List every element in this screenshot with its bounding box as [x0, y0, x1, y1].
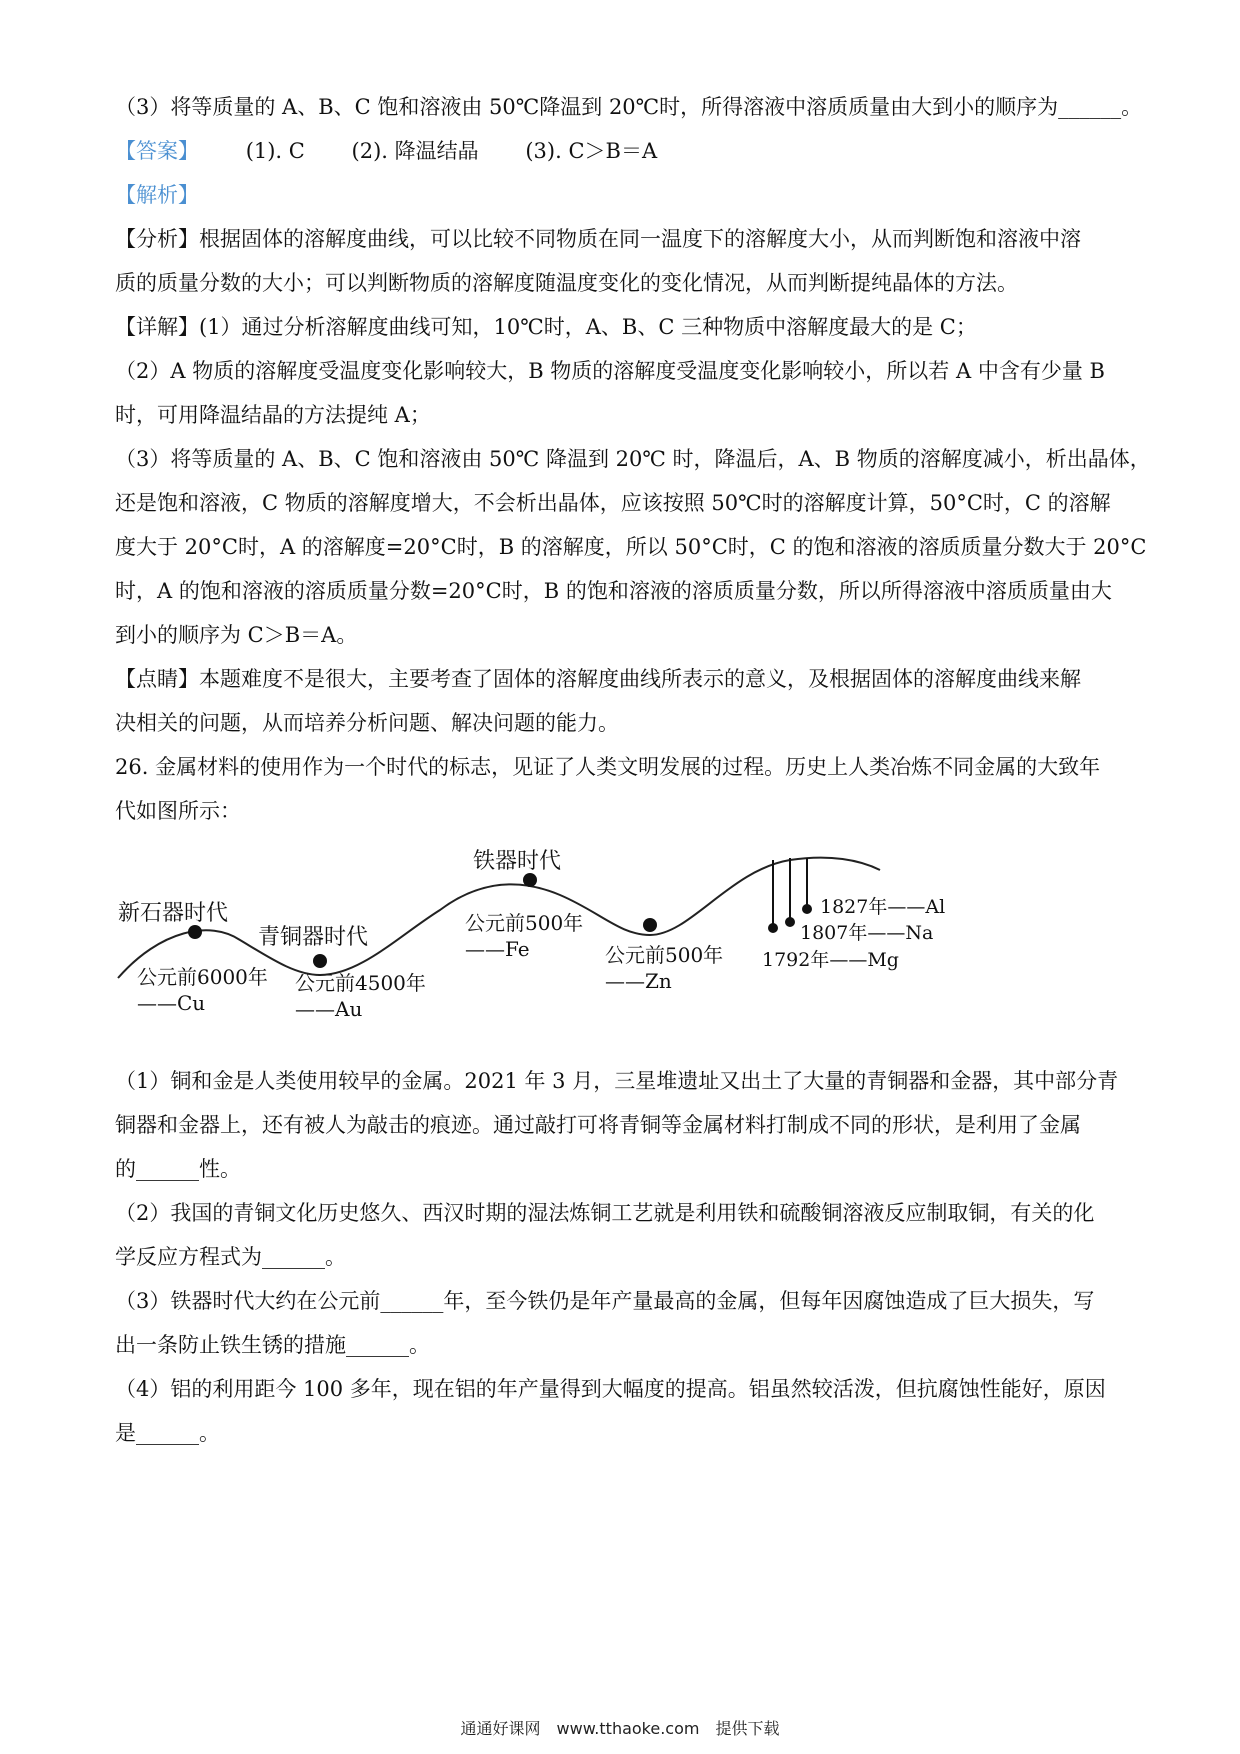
q26-p1-line-2: 铜器和金器上，还有被人为敲击的痕迹。通过敲打可将青铜等金属材料打制成不同的形状，是利用了金属 [115, 1113, 1081, 1137]
fe-label-2: ——Fe [465, 937, 530, 961]
au-label-1: 公元前4500年 [295, 971, 426, 995]
era-bronze-label: 青铜器时代 [258, 925, 369, 950]
cu-label-1: 公元前6000年 [137, 965, 268, 989]
xiangjie-line-1: 【详解】(1）通过分析溶解度曲线可知，10℃时，A、B、C 三种物质中溶解度最大的是 C； [115, 315, 977, 339]
al-label: 1827年——Al [820, 896, 946, 918]
answer-3: (3). C＞B＝A [525, 139, 658, 163]
metal-timeline-figure [0, 840, 1240, 1040]
zn-label-1: 公元前500年 [605, 943, 724, 967]
xiangjie-line-5: 还是饱和溶液，C 物质的溶解度增大，不会析出晶体，应该按照 50℃时的溶解度计算，50°C时，C 的溶解 [115, 491, 1111, 515]
page-footer: 通通好课网 www.tthaoke.com 提供下载 [460, 1719, 780, 1738]
xiangjie-line-6: 度大于 20°C时，A 的溶解度=20°C时，B 的溶解度，所以 50°C时，C 的饱和溶液的溶质质量分数大于 20°C [115, 535, 1147, 559]
q26-p4-line-2: 是______。 [115, 1421, 220, 1445]
q26-p3-line-2: 出一条防止铁生锈的措施______。 [115, 1333, 430, 1357]
prev-q3: （3）将等质量的 A、B、C 饱和溶液由 50℃降温到 20℃时，所得溶液中溶质质量由大到小的顺序为______。 [115, 95, 1143, 119]
answer-2: (2). 降温结晶 [351, 139, 479, 163]
analysis-tag: 【解析】 [115, 183, 199, 207]
fenxi-line-2: 质的质量分数的大小；可以判断物质的溶解度随温度变化的变化情况，从而判断提纯晶体的方法。 [115, 271, 1018, 295]
xiangjie-line-4: （3）将等质量的 A、B、C 饱和溶液由 50℃ 降温到 20℃ 时，降温后，A、B 物质的溶解度减小，析出晶体， [115, 447, 1151, 471]
answer-1: (1). C [245, 139, 305, 163]
au-label-2: ——Au [295, 997, 363, 1021]
q26-p3-line-1: （3）铁器时代大约在公元前______年，至今铁仍是年产量最高的金属，但每年因腐蚀造成了巨大损失，写 [115, 1289, 1095, 1313]
cu-label-2: ——Cu [137, 991, 206, 1015]
al-dot [802, 904, 812, 914]
era-stone-label: 新石器时代 [118, 901, 229, 926]
fe-label-1: 公元前500年 [465, 911, 584, 935]
zn-label-2: ——Zn [605, 969, 672, 993]
q26-stem-2: 代如图所示： [115, 799, 241, 823]
q26-p2-line-2: 学反应方程式为______。 [115, 1245, 346, 1269]
xiangjie-line-3: 时，可用降温结晶的方法提纯 A； [115, 403, 431, 427]
na-label: 1807年——Na [800, 922, 934, 944]
xiangjie-line-8: 到小的顺序为 C＞B＝A。 [115, 623, 358, 647]
dianjing-line-1: 【点睛】本题难度不是很大，主要考查了固体的溶解度曲线所表示的意义，及根据固体的溶解度曲线来解 [115, 667, 1081, 691]
dianjing-line-2: 决相关的问题，从而培养分析问题、解决问题的能力。 [115, 711, 619, 735]
answer-line [115, 136, 657, 166]
mg-dot [768, 923, 778, 933]
q26-p2-line-1: （2）我国的青铜文化历史悠久、西汉时期的湿法炼铜工艺就是利用铁和硫酸铜溶液反应制取铜，有关的化 [115, 1201, 1095, 1225]
xiangjie-line-2: （2）A 物质的溶解度受温度变化影响较大，B 物质的溶解度受温度变化影响较小，所以若 A 中含有少量 B [115, 359, 1105, 383]
bronze-age-dot [313, 954, 327, 968]
fenxi-line-1: 【分析】根据固体的溶解度曲线，可以比较不同物质在同一温度下的溶解度大小，从而判断饱和溶液中溶 [115, 227, 1081, 251]
stone-age-dot [188, 925, 202, 939]
q26-stem-1: 26. 金属材料的使用作为一个时代的标志，见证了人类文明发展的过程。历史上人类冶炼不同金属的大致年 [115, 755, 1101, 779]
q26-p1-line-3: 的______性。 [115, 1157, 241, 1181]
iron-age-dot [523, 873, 537, 887]
q26-p1-line-1: （1）铜和金是人类使用较早的金属。2021 年 3 月，三星堆遗址又出土了大量的青铜器和金器，其中部分青 [115, 1069, 1119, 1093]
xiangjie-line-7: 时，A 的饱和溶液的溶质质量分数=20°C时，B 的饱和溶液的溶质质量分数，所以所得溶液中溶质质量由大 [115, 579, 1112, 603]
q26-p4-line-1: （4）铝的利用距今 100 多年，现在铝的年产量得到大幅度的提高。铝虽然较活泼，但抗腐蚀性能好，原因 [115, 1377, 1106, 1401]
zn-dot [643, 918, 657, 932]
mg-label: 1792年——Mg [762, 949, 899, 971]
era-iron-label: 铁器时代 [473, 849, 562, 874]
answer-tag: 【答案】 [115, 139, 199, 163]
na-dot [785, 917, 795, 927]
